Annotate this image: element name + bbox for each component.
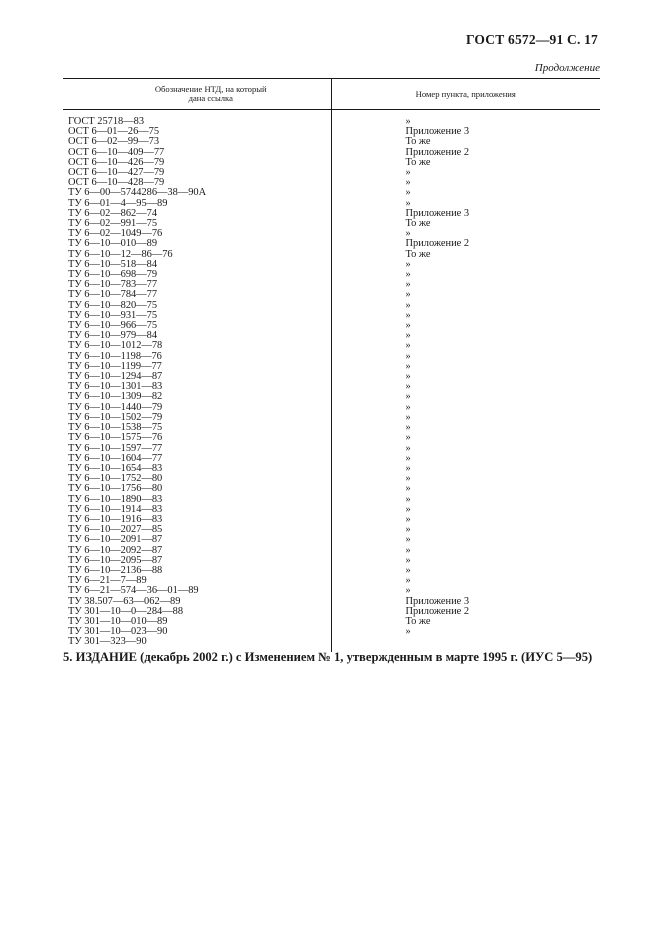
table-row — [63, 158, 600, 168]
table-row — [63, 148, 600, 158]
document-designation: ТУ 6—10—1012—78 — [63, 341, 331, 351]
table-row — [63, 433, 600, 443]
section-reference: То же — [405, 616, 431, 627]
document-designation: ТУ 6—10—1575—76 — [63, 433, 331, 443]
table-row — [63, 229, 600, 239]
section-reference: То же — [405, 249, 431, 260]
section-reference: » — [405, 280, 411, 291]
table-row — [63, 372, 600, 382]
table-row — [63, 311, 600, 321]
table-row — [63, 484, 600, 494]
column-header-reference: Номер пункта, приложения — [331, 79, 600, 110]
document-designation: ТУ 6—10—1756—80 — [63, 484, 331, 494]
section-reference: » — [405, 525, 411, 536]
section-reference: » — [405, 463, 411, 474]
section-reference: » — [405, 351, 411, 362]
document-designation: ТУ 6—10—1502—79 — [63, 413, 331, 423]
table-row — [63, 250, 600, 260]
document-designation: ТУ 6—10—931—75 — [63, 311, 331, 321]
document-designation: ТУ 6—10—1752—80 — [63, 474, 331, 484]
table-row — [63, 515, 600, 525]
table-row — [63, 566, 600, 576]
table-row — [63, 352, 600, 362]
section-reference: » — [405, 504, 411, 515]
document-designation: ТУ 6—10—783—77 — [63, 280, 331, 290]
table-row — [63, 321, 600, 331]
table-row — [63, 627, 600, 637]
table-row — [63, 341, 600, 351]
document-designation: ТУ 6—10—12—86—76 — [63, 250, 331, 260]
document-designation: ТУ 6—10—518—84 — [63, 260, 331, 270]
section-reference: » — [405, 412, 411, 423]
table-row — [63, 199, 600, 209]
section-reference: » — [405, 300, 411, 311]
document-designation: ТУ 38.507—63—062—89 — [63, 597, 331, 607]
edition-note: 5. ИЗДАНИЕ (декабрь 2002 г.) с Изменением № 1, утвержденным в марте 1995 г. (ИУС 5—95) — [63, 650, 593, 664]
document-designation: ТУ 6—10—1916—83 — [63, 515, 331, 525]
document-designation: ТУ 6—02—1049—76 — [63, 229, 331, 239]
document-designation: ТУ 6—10—2092—87 — [63, 546, 331, 556]
table-row — [63, 270, 600, 280]
document-designation: ОСТ 6—10—427—79 — [63, 168, 331, 178]
table-row — [63, 495, 600, 505]
document-designation: ТУ 6—10—2095—87 — [63, 556, 331, 566]
section-reference: » — [405, 565, 411, 576]
section-reference: » — [405, 229, 411, 240]
section-reference: То же — [405, 157, 431, 168]
table-row — [63, 576, 600, 586]
document-designation: ТУ 6—10—1890—83 — [63, 495, 331, 505]
section-reference: » — [405, 382, 411, 393]
table-row — [63, 525, 600, 535]
table-row — [63, 464, 600, 474]
section-reference: Приложение 3 — [405, 127, 470, 138]
section-reference: » — [405, 514, 411, 525]
table-row — [63, 444, 600, 454]
document-designation: ТУ 6—10—2091—87 — [63, 535, 331, 545]
section-reference: » — [405, 535, 411, 546]
document-designation: ТУ 6—10—2136—88 — [63, 566, 331, 576]
section-reference: » — [405, 341, 411, 352]
section-reference: » — [405, 627, 411, 638]
table-row — [63, 403, 600, 413]
table-row — [63, 556, 600, 566]
document-designation: ТУ 6—10—820—75 — [63, 301, 331, 311]
section-reference: То же — [405, 137, 431, 148]
table-row — [63, 188, 600, 198]
document-designation: ТУ 6—10—1597—77 — [63, 444, 331, 454]
table-row — [63, 127, 600, 137]
document-designation: ТУ 301—10—023—90 — [63, 627, 331, 637]
table-row — [63, 168, 600, 178]
document-designation: ТУ 6—10—1654—83 — [63, 464, 331, 474]
document-designation: ОСТ 6—02—99—73 — [63, 137, 331, 147]
table-row — [63, 474, 600, 484]
section-reference: » — [405, 433, 411, 444]
table-row — [63, 546, 600, 556]
section-reference: » — [405, 372, 411, 383]
section-reference: Приложение 2 — [405, 239, 470, 250]
table-row — [63, 178, 600, 188]
section-reference: » — [405, 198, 411, 209]
table-row — [63, 290, 600, 300]
page-header: ГОСТ 6572—91 С. 17 — [465, 32, 598, 47]
document-designation: ТУ 6—10—1914—83 — [63, 505, 331, 515]
document-designation: ТУ 6—10—1301—83 — [63, 382, 331, 392]
table-row — [63, 209, 600, 219]
section-reference: » — [405, 576, 411, 587]
document-designation: ТУ 6—02—991—75 — [63, 219, 331, 229]
document-designation: ОСТ 6—10—409—77 — [63, 148, 331, 158]
section-reference: Приложение 2 — [405, 606, 470, 617]
table-row — [63, 239, 600, 249]
document-designation: ОСТ 6—10—426—79 — [63, 158, 331, 168]
document-designation: ТУ 6—10—979—84 — [63, 331, 331, 341]
section-reference: » — [405, 270, 411, 281]
table-body — [63, 110, 600, 652]
table-row — [63, 331, 600, 341]
section-reference: » — [405, 361, 411, 372]
table-row — [63, 137, 600, 147]
section-reference: » — [405, 443, 411, 454]
column-header-document-line1: Обозначение НТД, на который — [154, 84, 267, 94]
document-designation: ТУ 301—323—90 — [63, 637, 331, 651]
document-designation: ТУ 6—21—574—36—01—89 — [63, 586, 331, 596]
continuation-label: Продолжение — [534, 62, 600, 74]
table-row — [63, 454, 600, 464]
document-designation: ОСТ 6—10—428—79 — [63, 178, 331, 188]
column-header-document-line2: дана ссылка — [188, 93, 233, 103]
section-reference: » — [405, 178, 411, 189]
section-reference: » — [405, 423, 411, 434]
table-row — [63, 535, 600, 545]
section-reference: » — [405, 545, 411, 556]
document-designation: ТУ 6—10—1198—76 — [63, 352, 331, 362]
section-reference: » — [405, 494, 411, 505]
document-designation: ТУ 6—10—1294—87 — [63, 372, 331, 382]
references-table — [63, 78, 600, 652]
table-row — [63, 260, 600, 270]
table-row — [63, 219, 600, 229]
section-reference: » — [405, 555, 411, 566]
section-reference: То же — [405, 219, 431, 230]
table-row — [63, 392, 600, 402]
document-designation: ТУ 6—10—1309—82 — [63, 392, 331, 402]
table-row — [63, 607, 600, 617]
document-designation: ТУ 6—10—698—79 — [63, 270, 331, 280]
section-reference: » — [405, 168, 411, 179]
section-reference: » — [405, 259, 411, 270]
table-row — [63, 280, 600, 290]
document-designation: ТУ 6—10—1538—75 — [63, 423, 331, 433]
section-reference: » — [405, 453, 411, 464]
table-row — [63, 597, 600, 607]
document-designation: ТУ 301—10—010—89 — [63, 617, 331, 627]
document-designation: ТУ 6—10—010—89 — [63, 239, 331, 249]
section-reference: » — [405, 310, 411, 321]
table-row — [63, 301, 600, 311]
document-designation: ТУ 6—10—966—75 — [63, 321, 331, 331]
section-reference: » — [405, 586, 411, 597]
document-designation: ГОСТ 25718—83 — [63, 110, 331, 128]
table-row — [63, 505, 600, 515]
document-designation: ТУ 301—10—0—284—88 — [63, 607, 331, 617]
document-designation: ТУ 6—10—1440—79 — [63, 403, 331, 413]
section-reference: » — [405, 290, 411, 301]
table-header-row — [63, 79, 600, 110]
document-designation: ТУ 6—01—4—95—89 — [63, 199, 331, 209]
document-designation: ТУ 6—10—1199—77 — [63, 362, 331, 372]
table-row — [63, 617, 600, 627]
section-reference: » — [405, 116, 411, 127]
section-reference: Приложение 2 — [405, 147, 470, 158]
section-reference: » — [405, 331, 411, 342]
section-reference: Приложение 3 — [405, 596, 470, 607]
section-reference: » — [405, 402, 411, 413]
column-header-document — [63, 79, 331, 110]
table-row — [63, 423, 600, 433]
section-reference: » — [405, 392, 411, 403]
section-reference: » — [405, 474, 411, 485]
table-row — [63, 413, 600, 423]
table-row — [63, 586, 600, 596]
section-reference: » — [405, 484, 411, 495]
section-reference: » — [405, 321, 411, 332]
table-row — [63, 110, 600, 128]
section-reference: » — [405, 188, 411, 199]
document-designation: ТУ 6—10—784—77 — [63, 290, 331, 300]
document-designation: ТУ 6—21—7—89 — [63, 576, 331, 586]
document-designation: ТУ 6—02—862—74 — [63, 209, 331, 219]
section-reference: Приложение 3 — [405, 208, 470, 219]
document-designation: ТУ 6—00—5744286—38—90А — [63, 188, 331, 198]
document-designation: ТУ 6—10—2027—85 — [63, 525, 331, 535]
document-designation: ТУ 6—10—1604—77 — [63, 454, 331, 464]
table-row — [63, 382, 600, 392]
table-row — [63, 362, 600, 372]
document-designation: ОСТ 6—01—26—75 — [63, 127, 331, 137]
